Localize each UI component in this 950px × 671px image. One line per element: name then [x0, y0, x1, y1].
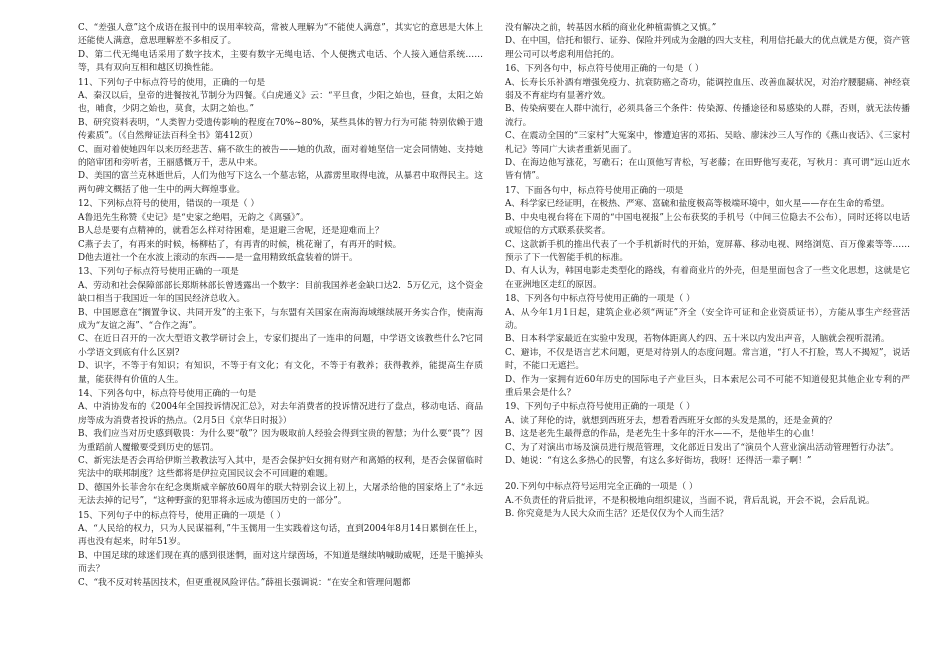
answer-option: D他去道社一个在水波上滚动的东西——是一盒用精致纸盒装着的饼干。 — [78, 252, 358, 263]
question-stem: 20.下列句中标点符号运用完全正确的一项是（ ） — [505, 482, 698, 493]
answer-option: D、有人认为，韩国电影走类型化的路线，有着商业片的外壳，但是里面包含了一些文化思想，这就是它在亚洲地区走红的原因。 — [505, 266, 910, 290]
answer-option: B、研究资料表明，“人类智力受遗传影响的程度在70%~80%，某些具体的智力行为可能 特别依赖于遗传素质”。（《自然辩证法百科全书》第412页） — [78, 117, 483, 142]
question-stem: 19、下列句子中标点符号使用正确的一项是（ ） — [505, 402, 695, 413]
question-stem: 15、下列句子中的标点符号，使用正确的一项是（ ） — [78, 510, 286, 521]
answer-option: B、中国足球的球迷们现在真的感到很迷惘，面对这片绿茵场，不知道是继续呐喊助威呢，还是干脆掉头而去？ — [78, 550, 483, 575]
answer-option: B、我们应当对历史感到敬畏：为什么要“敬”？因为吸取前人经验会得到宝贵的智慧；为什么要“畏”？因为重蹈前人覆辙要受到历史的惩罚。 — [78, 429, 483, 453]
spacer — [505, 468, 910, 480]
left-column — [78, 22, 483, 661]
answer-option: D、德国外长菲舍尔在纪念奥斯威辛解放60周年的联大特别会议上初上，大屠杀给他的国家烙上了“永远无法去掉的记号”，“这种野蛮的犯罪将永远成为德国历史的一部分”。 — [78, 482, 483, 507]
answer-option: A、长寿长乐补酒有增强免疫力、抗衰防癌之奇功，能调控血压、改善血凝状况，对治疗腰腿痛、神经衰弱及不育症均有显著疗效。 — [505, 77, 910, 102]
question-stem: 12、下列标点符号的使用，错误的一项是（ ） — [78, 199, 260, 210]
answer-option: C、“差强人意”这个成语在报刊中的误用率较高，常被人理解为“不能使人满意”，其实它的意思是大体上还能使人满意，意思理解差不多相反了。 — [78, 23, 483, 47]
answer-option: B、传染病要在人群中流行，必须具备三个条件：传染源、传播途径和易感染的人群，否则，就无法传播流行。 — [505, 104, 910, 128]
answer-option: A、科学家已经证明，在极热、严寒、富硫和盐度极高等极端环境中，如火星——存在生命的希望。 — [505, 199, 890, 210]
answer-option: C、在震动全国的“三家村”大冤案中，惨遭迫害的邓拓、吴晗、廖沫沙三人写作的《燕山夜话》、《三家村札记》等同广大读者重新见面了。 — [505, 131, 910, 155]
answer-option: C、新宪法是否会再给伊斯兰教教法写入其中，是否会保护妇女拥有财产和离婚的权利，是否会保留临时宪法中的联邦制度？这些都将是伊拉克国民议会不可回避的难题。 — [78, 456, 483, 480]
answer-option: D、在海边他写涨花，写礁石；在山顶他写青松，写老藤；在田野他写麦花，写秋月：真可谓“远山近水皆有情”。 — [505, 158, 910, 182]
question-stem: 17、下面各句中，标点符号使用正确的一项是 — [505, 185, 684, 196]
question-stem: 14、下列各句中，标点符号使用正确的一句是 — [78, 388, 257, 399]
answer-option: C、面对着使她四年以来历经悲苦、痛不欲生的被告——她的仇敌，面对着她坚信一定会同情她、支持她的陪审团和旁听者，王丽感慨万千，悲从中来。 — [78, 144, 483, 169]
answer-option: A.不负责任的背后批评，不是积极地向组织建议，当面不说，背后乱说，开会不说，会后乱说。 — [505, 495, 875, 506]
answer-option: 没有解决之前，转基因水稻的商业化种植需慎之又慎。” — [505, 23, 717, 33]
question-stem: 16、下列各句中，标点符号使用正确的一句是（ ） — [505, 64, 704, 75]
answer-option: B、中国愿意在“搁置争议、共同开发”的主张下，与东盟有关国家在南海海域继续展开务实合作，使南海成为“友谊之海”、“合作之海”。 — [78, 307, 483, 331]
answer-option: A鲁迅先生称赞《史记》是“史家之绝唱，无韵之《离骚》”。 — [78, 212, 309, 223]
answer-option: D、第二代无绳电话采用了数字技术，主要有数字无绳电话、个人便携式电话、个人接入通信系统……等，具有双向互相和越区切换性能。 — [78, 49, 483, 74]
question-stem: 11、下列句子中标点符号的使用，正确的一句是 — [78, 77, 266, 88]
answer-option: B、中央电视台将在下周的“中国电视报”上公布获奖的手机号（中间三位隐去不公布），同时还将以电话或短信的方式联系获奖者。 — [505, 212, 910, 237]
answer-option: D、在中国，信托和银行、证券、保险并列成为金融的四大支柱，利用信托最大的优点就是方便，资产管理公司可以考虑利用信托的。 — [505, 36, 910, 60]
answer-option: A、从今年1月1日起，建筑企业必须“两证”齐全（安全许可证和企业资质证书），方能从事生产经营活动。 — [505, 307, 910, 331]
answer-option: C、为了对演出市场及演员进行规范管理，文化部近日发出了“演员个人营业演出活动管理暂行办法”。 — [505, 442, 899, 453]
question-stem: 18、下列各句中标点符号使用正确的一项是（ ） — [505, 294, 695, 305]
answer-option: C、这款新手机的推出代表了一个手机新时代的开始，宽屏幕、移动电视、网络浏览、百万像素等等……预示了下一代智能手机的标准。 — [505, 239, 910, 263]
answer-option: C、在近日召开的一次大型语文教学研讨会上，专家们提出了一连串的问题，中学语文该教些什么?它同小学语文到底有什么区别? — [78, 334, 483, 358]
answer-option: D、作为一家拥有近60年历史的国际电子产业巨头，日本索尼公司不可能不知道侵犯其他企业专利的严重后果会是什么？ — [505, 374, 910, 398]
answer-option: C、避讳，不仅是语言艺术问题，更是对待别人的态度问题。常言道，“打人不打脸，骂人不揭短”，说话时，不能口无遮拦。 — [505, 347, 910, 372]
question-stem: 13、下列句子标点符号使用正确的一项是 — [78, 267, 239, 278]
answer-option: A、秦汉以后，皇帝的进餐按礼节制分为四餐。《白虎通义》云：“平旦食，少阳之始也，昼食，太阳之始也，晡食，少阴之始也，莫食，太阴之始也。” — [78, 91, 483, 115]
answer-option: A、读了拜伦的诗，就想到西班牙去，想看看西班牙女郎的头发是黑的，还是金黄的？ — [505, 415, 837, 426]
answer-option: C、“我不反对转基因技术，但更重视风险评估。”薛祖长强调说：“在安全和管理问题都 — [78, 577, 411, 588]
answer-option: D、她说：“有这么多热心的民警，有这么多好街坊，我呀！还得活一辈子啊！” — [505, 456, 812, 466]
answer-option: B、日本科学家最近在实验中发现，若物体距离人约四、五十米以内发出声音，人脑就会视听混淆。 — [505, 334, 890, 345]
answer-option: B人总是要有点精神的，就看怎么样对待困难，是退避三舍呢，还是迎难而上？ — [78, 226, 384, 237]
answer-option: D、美国的富兰克林逝世后，人们为他写下这么一个墓志铭，从霹雳里取得电流，从暴君中取得民主。这两句碑文概括了他一生中的两大辉煌事业。 — [78, 171, 483, 195]
answer-option: A、劳动和社会保障部部长郑斯林部长曾透露出一个数字：目前我国养老金缺口达2．5万亿元，这个资金缺口相当于我国近一年的国民经济总收入。 — [78, 280, 483, 305]
answer-option: B、这是老先生最得意的作品，是老先生十多年的汗水——不，是他毕生的心血！ — [505, 429, 820, 440]
answer-option: A、“人民给的权力，只为人民谋福利，”牛玉儒用一生实践着这句话，直到2004年8月14日累倒在任上，再也没有起来，时年51岁。 — [78, 524, 483, 548]
answer-option: D、识字，不等于有知识；有知识，不等于有文化；有文化，不等于有教养；获得教养，能提高生存质量，能获得有价值的人生。 — [78, 361, 483, 385]
answer-option: A、中消协发布的《2004年全国投诉情况汇总》，对去年消费者的投诉情况进行了盘点，移动电话、商品房等成为消费者投诉的热点。（2月5日《京华日时报》） — [78, 402, 483, 426]
right-column — [505, 22, 910, 661]
answer-option: B. 你究竟是为人民大众而生活？还是仅仅为个人而生活？ — [505, 509, 729, 520]
answer-option: C燕子去了，有再来的时候，杨柳枯了，有再青的时候，桃花谢了，有再开的时候。 — [78, 239, 402, 250]
